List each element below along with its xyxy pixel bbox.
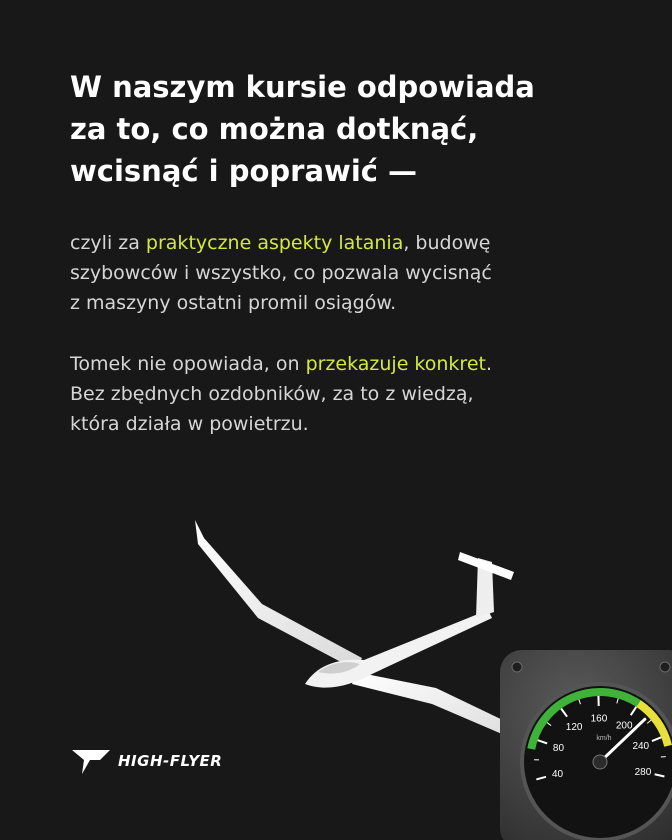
glider-scene: [0, 500, 672, 840]
paragraph-tomek: [70, 349, 630, 439]
gauge-screw: [660, 662, 670, 672]
paragraph1-text-pre: czyli za: [70, 232, 146, 254]
gauge-label-200: 200: [615, 720, 633, 732]
gauge-unit: km/h: [596, 735, 612, 742]
glider-left-wing: [195, 520, 362, 670]
gauge-label-80: 80: [552, 742, 565, 754]
paragraph1-line-2: szybowców i wszystko, co pozwala wycisnąć: [70, 262, 492, 284]
paragraph1-line-1: [70, 228, 630, 258]
gauge-label-240: 240: [632, 741, 650, 753]
paragraph-practical-aspects: [70, 228, 630, 318]
high-flyer-logo: [72, 748, 222, 774]
gauge-label-120: 120: [565, 721, 583, 733]
paragraph2-line-2: Bez zbędnych ozdobników, za to z wiedzą,: [70, 383, 474, 405]
gauge-screw: [512, 662, 522, 672]
glider-illustration: [195, 520, 532, 746]
gauge-label-40: 40: [552, 769, 564, 781]
high-flyer-logo-text: HIGH-FLYER: [118, 752, 223, 770]
gauge-hub: [593, 755, 607, 769]
paragraph2-line-3: która działa w powietrzu.: [70, 413, 309, 435]
airspeed-indicator: [500, 650, 672, 840]
highlight-practical-aspects: praktyczne aspekty latania: [145, 232, 404, 254]
headline-line-2: za to, co można dotknąć,: [70, 112, 479, 146]
headline: [70, 66, 630, 192]
gauge-label-160: 160: [590, 713, 608, 725]
gauge-label-280: 280: [634, 767, 652, 779]
paragraph1-line-3: z maszyny ostatni promil osiągów.: [70, 292, 397, 314]
paragraph2-text-pre: Tomek nie opowiada, on: [70, 353, 306, 375]
paragraph1-text-post: , budowę: [403, 232, 491, 254]
paragraph2-line-1: [70, 349, 630, 379]
high-flyer-logo-icon: [72, 748, 112, 774]
paragraph2-text-post: .: [485, 353, 493, 375]
headline-line-3: wcisnąć i poprawić —: [70, 154, 418, 188]
headline-line-1: W naszym kursie odpowiada: [70, 70, 535, 104]
highlight-concrete: przekazuje konkret: [305, 353, 486, 375]
